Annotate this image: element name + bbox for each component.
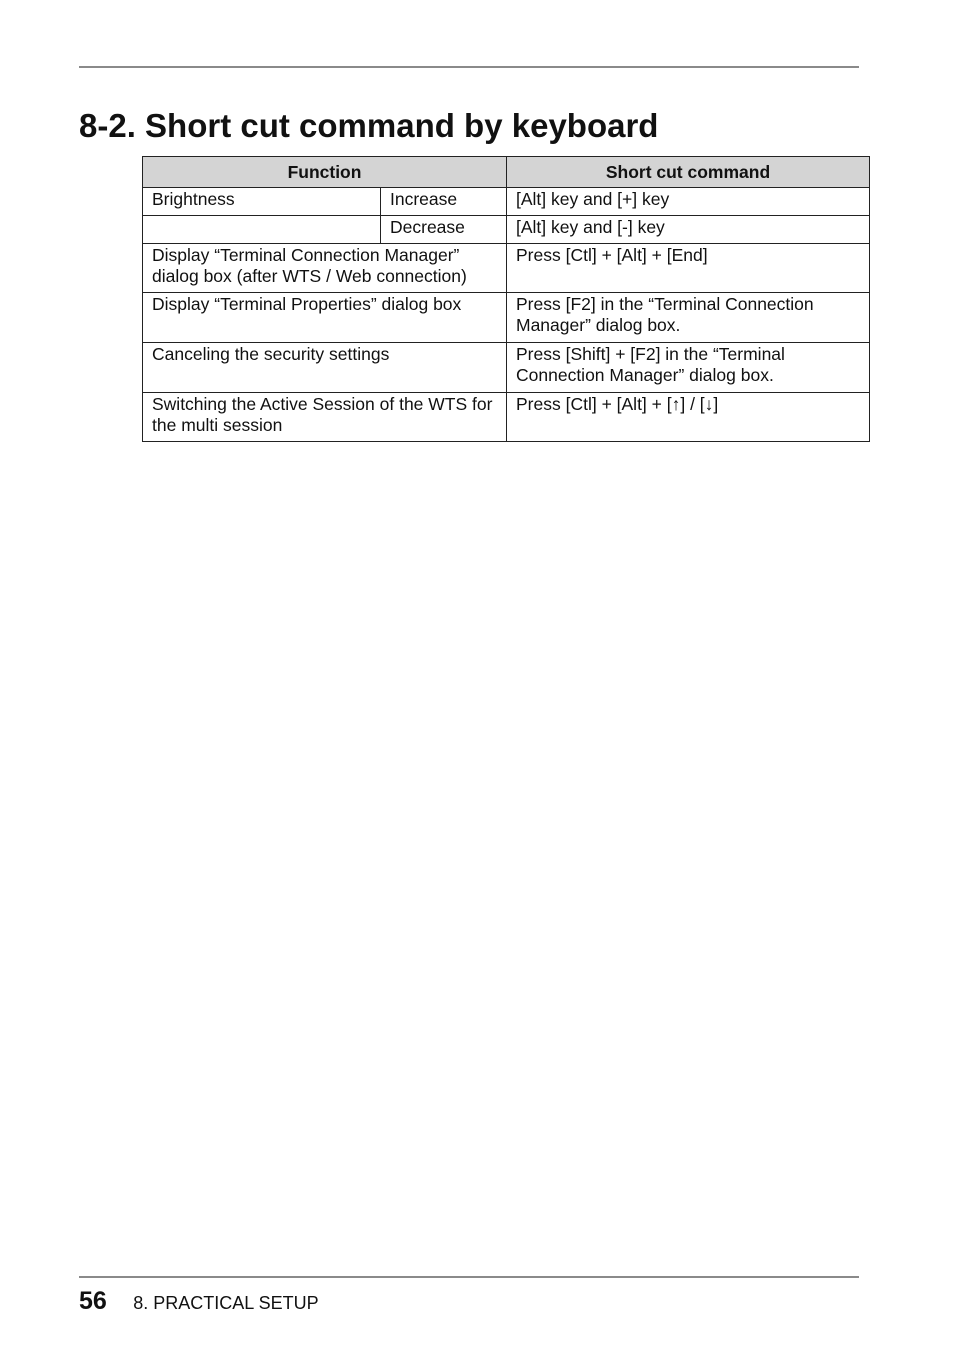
function-cell: Display “Terminal Connection Manager” dialog box (after WTS / Web connection)	[143, 244, 507, 293]
table-row	[143, 343, 870, 393]
function-cell	[143, 216, 381, 244]
column-header-function: Function	[143, 157, 507, 188]
section-name: 8. PRACTICAL SETUP	[133, 1293, 319, 1313]
table-row	[143, 293, 870, 343]
sub-function-cell: Decrease	[381, 216, 507, 244]
page-title: 8-2. Short cut command by keyboard	[79, 107, 659, 144]
shortcut-table	[142, 156, 870, 442]
table-row	[143, 188, 870, 216]
command-cell: [Alt] key and [-] key	[507, 216, 870, 244]
function-cell: Brightness	[143, 188, 381, 216]
page-footer	[79, 1284, 319, 1320]
page-number: 56	[79, 1287, 107, 1315]
command-cell: Press [Shift] + [F2] in the “Terminal Connection Manager” dialog box.	[507, 343, 870, 393]
function-cell: Switching the Active Session of the WTS for the multi session	[143, 393, 507, 442]
footer-rule	[79, 1276, 859, 1278]
sub-function-cell: Increase	[381, 188, 507, 216]
function-cell: Display “Terminal Properties” dialog box	[143, 293, 507, 343]
command-cell: [Alt] key and [+] key	[507, 188, 870, 216]
function-cell: Canceling the security settings	[143, 343, 507, 393]
table-row	[143, 393, 870, 442]
column-header-command: Short cut command	[507, 157, 870, 188]
table-row	[143, 216, 870, 244]
command-cell: Press [F2] in the “Terminal Connection Manager” dialog box.	[507, 293, 870, 343]
header-rule	[79, 66, 859, 68]
table-header-row	[143, 157, 870, 188]
table-row	[143, 244, 870, 293]
command-cell: Press [Ctl] + [Alt] + [↑] / [↓]	[507, 393, 870, 442]
command-cell: Press [Ctl] + [Alt] + [End]	[507, 244, 870, 293]
